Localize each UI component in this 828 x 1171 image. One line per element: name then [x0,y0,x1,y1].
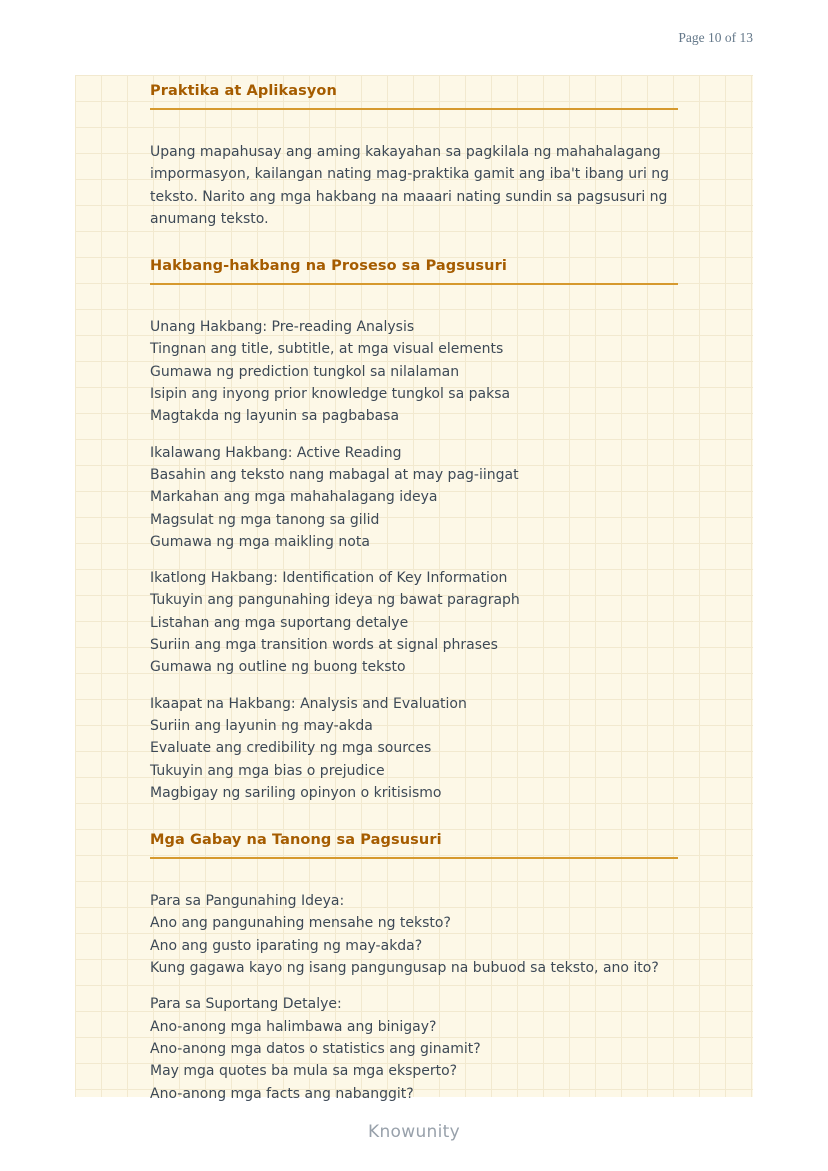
note-content [75,75,753,1105]
text-line: Ano-anong mga datos o statistics ang ginamit? [150,1040,481,1057]
text-line: Para sa Pangunahing Ideya: [150,893,345,910]
text-line: Ano ang gusto iparating ng may-akda? [150,937,423,954]
text-line: Gumawa ng outline ng buong teksto [150,659,406,676]
note-section [150,77,753,230]
text-line: Gumawa ng prediction tungkol sa nilalaman [150,363,460,380]
text-line: Markahan ang mga mahahalagang ideya [150,489,438,506]
line-block [150,693,753,804]
sections-container [150,77,753,1105]
section-heading: Mga Gabay na Tanong sa Pagsusuri [150,832,442,849]
section-heading: Hakbang-hakbang na Proseso sa Pagsusuri [150,258,507,275]
text-line: Tukuyin ang mga bias o prejudice [150,762,385,779]
text-line: Suriin ang mga transition words at signal phrases [150,637,498,654]
text-line: Ikaapat na Hakbang: Analysis and Evaluation [150,695,467,712]
text-line: Magbigay ng sariling opinyon o kritisismo [150,784,442,801]
note-section [150,252,753,804]
footer-brand: Knowunity [368,1122,460,1142]
text-line: Tingnan ang title, subtitle, at mga visual elements [150,341,504,358]
note-sheet [75,75,753,1102]
note-section [150,826,753,1105]
text-line: Ano-anong mga facts ang nabanggit? [150,1085,414,1102]
section-divider [150,857,678,859]
section-divider [150,283,678,285]
text-line: Ikalawang Hakbang: Active Reading [150,444,402,461]
text-line: Ano-anong mga halimbawa ang binigay? [150,1018,437,1035]
section-heading: Praktika at Aplikasyon [150,83,337,99]
text-line: Unang Hakbang: Pre-reading Analysis [150,319,415,336]
text-line: Upang mapahusay ang aming kakayahan sa pagkilala ng mahahalagang impormasyon, kailangan nating mag-praktika gamit ang iba't ibang uri ng teksto. Narito ang mga hakbang na maaari nating sundin sa pagsusuri ng anumang teksto. [150,144,670,227]
paragraph-block [150,141,753,230]
line-block [150,316,753,427]
text-line: Evaluate ang credibility ng mga sources [150,740,432,757]
text-line: Magsulat ng mga tanong sa gilid [150,511,380,528]
text-line: Isipin ang inyong prior knowledge tungkol sa paksa [150,386,511,403]
text-line: Ikatlong Hakbang: Identification of Key Information [150,570,508,587]
line-block [150,993,753,1104]
text-line: May mga quotes ba mula sa mga eksperto? [150,1063,458,1080]
text-line: Tukuyin ang pangunahing ideya ng bawat paragraph [150,592,520,609]
text-line: Listahan ang mga suportang detalye [150,614,409,631]
line-block [150,567,753,678]
text-line: Para sa Suportang Detalye: [150,996,342,1013]
text-line: Kung gagawa kayo ng isang pangungusap na bubuod sa teksto, ano ito? [150,960,659,977]
section-divider [150,108,678,110]
line-block [150,890,753,979]
page-number: Page 10 of 13 [678,30,753,45]
text-line: Basahin ang teksto nang mabagal at may pag-iingat [150,466,519,483]
line-block [150,442,753,553]
text-line: Suriin ang layunin ng may-akda [150,717,373,734]
text-line: Gumawa ng mga maikling nota [150,533,370,550]
text-line: Magtakda ng layunin sa pagbabasa [150,408,400,425]
text-line: Ano ang pangunahing mensahe ng teksto? [150,915,451,932]
